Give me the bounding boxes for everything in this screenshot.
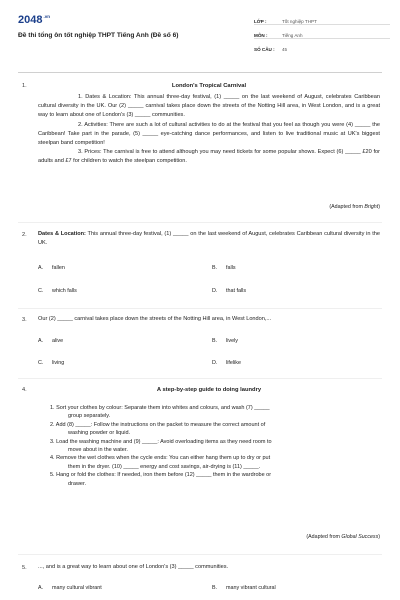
question-number: 4. (22, 387, 27, 393)
guide-step-4 (50, 454, 380, 471)
count-label: SỐ CÂU : (254, 47, 275, 52)
step-text-cont: drawer. (68, 480, 87, 487)
option-letter: A. (38, 585, 44, 591)
passage-paragraph-prices: 3. Prices: The carnival is free to attend although you may need tickets for some popular shows. Expect (6) _____ £20 for adults and £7 for children to watch the steelpan competition. (38, 149, 380, 165)
source-prefix: (Adapted from (329, 204, 365, 210)
option-c[interactable] (38, 360, 64, 366)
source-name: Bright (364, 204, 379, 210)
option-text: fallen (52, 265, 65, 271)
option-letter: D. (212, 360, 218, 366)
option-text: many vibrant cultural (226, 585, 276, 591)
option-text: lifelike (226, 360, 241, 366)
passage-body (38, 93, 380, 167)
question-number: 1. (22, 83, 27, 89)
count-value: 45 (282, 47, 288, 52)
step-text-cont: them in the dryer. (10) _____ energy and cost savings, air-drying is (11) _____. (68, 463, 261, 470)
step-text: 1. Sort your clothes by colour: Separate them into whites and colours, and wash (7) _____ (50, 405, 270, 411)
option-letter: B. (212, 265, 218, 271)
option-letter: C. (38, 288, 44, 294)
option-d[interactable] (212, 288, 246, 294)
option-letter: C. (38, 360, 44, 366)
logo-suffix: .vn (43, 14, 50, 20)
question-stem (38, 563, 380, 572)
step-text: 3. Load the washing machine and (9) _____: Avoid overloading items as they need room to (50, 438, 272, 445)
stem-text: This annual three-day festival, (1) _____ on the last weekend of August, celebrates Caribbean cultural diversity in the UK. (38, 231, 380, 247)
option-letter: A. (38, 338, 44, 344)
option-letter: A. (38, 265, 44, 271)
subject-row (254, 28, 390, 39)
passage-paragraph-activities: 2. Activities: There are such a lot of cultural activities to do at the festival that you feel as though you were (4) _____ the Caribbean! Take part in the parade, (5) _____ eye-catching dance performances, and listen to live traditional music at UK's biggest steelpan band competition! (38, 121, 380, 147)
step-text-cont: move about in the water. (68, 447, 128, 454)
option-letter: B. (212, 338, 218, 344)
step-text: 4. Remove the wet clothes when the cycle ends: You can either hang them up to dry or put (50, 455, 271, 462)
option-text: which falls (52, 288, 77, 294)
option-b[interactable] (212, 585, 276, 591)
source-name: Global Success (341, 534, 379, 540)
option-letter: B. (212, 585, 218, 591)
option-b[interactable] (212, 338, 238, 344)
option-text: that falls (226, 288, 247, 294)
question-stem (38, 315, 380, 324)
option-d[interactable] (212, 360, 241, 366)
exam-meta (254, 14, 390, 55)
option-c[interactable] (38, 288, 77, 294)
guide-step-1 (50, 404, 380, 421)
option-letter: D. (212, 288, 218, 294)
question-number: 2. (22, 232, 27, 238)
option-a[interactable] (38, 585, 102, 591)
option-b[interactable] (212, 265, 236, 271)
passage-paragraph-dates: 1. Dates & Location: This annual three-day festival, (1) _____ on the last weekend of August, celebrates Caribbean cultural diversity in the UK. Our (2) _____ carnival takes place down the streets of the Notting Hill area, in West London, and is a great way to learn about one of London's (3) _____ communities. (38, 94, 380, 119)
subject-label: MÔN : (254, 33, 268, 38)
source-suffix: ) (378, 534, 380, 540)
logo-text: 2048 (18, 14, 43, 26)
question-stem (38, 230, 380, 248)
step-text: 2. Add (8) _____: Follow the instructions on the packet to measure the correct amount of (50, 421, 266, 428)
option-a[interactable] (38, 338, 63, 344)
guide-source (306, 534, 380, 540)
count-row (254, 42, 390, 52)
guide-step-5 (50, 471, 380, 488)
header-divider (18, 72, 382, 73)
question-separator (18, 378, 382, 379)
passage-source (329, 204, 380, 210)
option-text: falls (226, 265, 236, 271)
option-text: alive (52, 338, 64, 344)
passage-title: London's Tropical Carnival (171, 83, 247, 89)
site-logo[interactable] (18, 14, 50, 26)
source-suffix: ) (378, 204, 380, 210)
stem-text: ..., and is a great way to learn about one of London's (3) _____ communities. (38, 564, 229, 570)
option-text: lively (226, 338, 238, 344)
option-a[interactable] (38, 265, 65, 271)
stem-bold: Dates & Location: (38, 231, 86, 237)
stem-text: Our (2) _____ carnival takes place down the streets of the Notting Hill area, in West London,... (38, 316, 272, 322)
question-number: 5. (22, 565, 27, 571)
guide-title: A step-by-step guide to doing laundry (156, 387, 262, 393)
step-text: 5. Hang or fold the clothes: If needed, iron them before (12) _____ them in the wardrobe or (50, 472, 272, 479)
guide-steps (50, 404, 380, 488)
question-separator (18, 222, 382, 223)
option-text: living (52, 360, 65, 366)
exam-title: Đề thi tổng ôn tốt nghiệp THPT Tiếng Anh (Đề số 6) (18, 32, 179, 39)
question-separator (18, 554, 382, 555)
class-row (254, 14, 390, 25)
subject-value: Tiếng Anh (282, 33, 303, 38)
step-text-cont: washing powder or liquid. (68, 430, 131, 437)
exam-header (18, 14, 388, 72)
step-text-cont: group separately. (68, 413, 111, 420)
guide-step-2 (50, 421, 380, 438)
class-label: LỚP : (254, 19, 267, 24)
source-prefix: (Adapted from (306, 534, 342, 540)
class-value: Tốt nghiệp THPT (282, 19, 317, 24)
option-text: many cultural vibrant (52, 585, 102, 591)
guide-step-3 (50, 438, 380, 455)
question-separator (18, 308, 382, 309)
question-number: 3. (22, 317, 27, 323)
